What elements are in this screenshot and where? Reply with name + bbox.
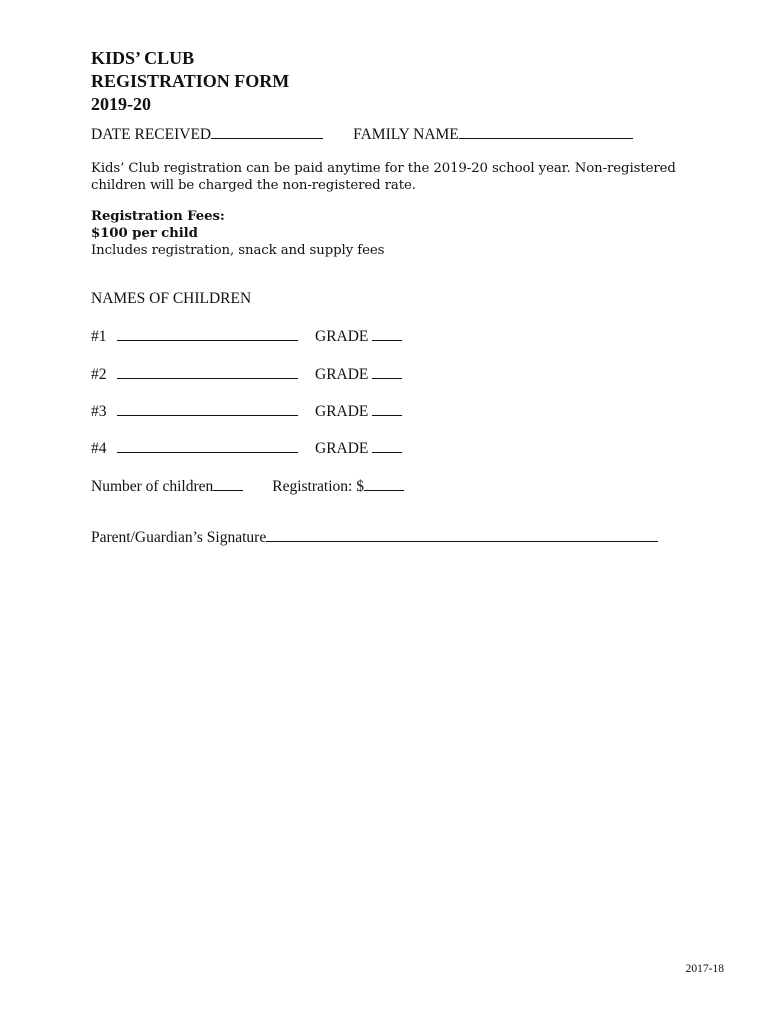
- grade-field[interactable]: [372, 414, 402, 416]
- child-number: #3: [91, 403, 107, 420]
- header-fields-row: [91, 126, 633, 144]
- totals-row: [91, 478, 404, 496]
- number-of-children-field[interactable]: [213, 489, 243, 491]
- fees-section: [91, 208, 384, 259]
- family-name-field[interactable]: [459, 137, 633, 139]
- grade-field[interactable]: [372, 339, 402, 341]
- grade-label: GRADE: [315, 366, 369, 383]
- child-name-field[interactable]: [117, 339, 298, 341]
- number-of-children-label: Number of children: [91, 478, 214, 495]
- grade-label: GRADE: [315, 440, 369, 457]
- signature-row: [91, 529, 658, 547]
- form-title: [91, 47, 289, 116]
- fees-amount: $100 per child: [91, 226, 198, 241]
- date-received-field[interactable]: [211, 137, 323, 139]
- children-heading: NAMES OF CHILDREN: [91, 290, 252, 307]
- child-row: [91, 403, 402, 421]
- child-number: #1: [91, 328, 107, 345]
- registration-amount-label: Registration: $: [272, 478, 364, 495]
- registration-amount-field[interactable]: [364, 489, 404, 491]
- grade-field[interactable]: [372, 377, 402, 379]
- child-name-field[interactable]: [117, 414, 298, 416]
- grade-field[interactable]: [372, 451, 402, 453]
- title-line-3: 2019-20: [91, 94, 151, 114]
- signature-field[interactable]: [266, 540, 658, 542]
- grade-label: GRADE: [315, 403, 369, 420]
- child-name-field[interactable]: [117, 451, 298, 453]
- child-number: #2: [91, 366, 107, 383]
- child-row: [91, 328, 402, 346]
- date-received-label: DATE RECEIVED: [91, 126, 212, 143]
- family-name-label: FAMILY NAME: [353, 126, 459, 143]
- signature-label: Parent/Guardian’s Signature: [91, 529, 267, 546]
- intro-paragraph: Kids’ Club registration can be paid anytime for the 2019-20 school year. Non-registered children will be charged the non-registered rate.: [91, 161, 676, 193]
- title-line-2: REGISTRATION FORM: [91, 71, 290, 91]
- child-row: [91, 440, 402, 458]
- child-number: #4: [91, 440, 107, 457]
- grade-label: GRADE: [315, 328, 369, 345]
- child-row: [91, 366, 402, 384]
- child-name-field[interactable]: [117, 377, 298, 379]
- fees-heading: Registration Fees:: [91, 209, 225, 224]
- footer-year: 2017-18: [685, 963, 724, 975]
- title-line-1: KIDS’ CLUB: [91, 48, 195, 68]
- fees-note: Includes registration, snack and supply fees: [91, 243, 385, 258]
